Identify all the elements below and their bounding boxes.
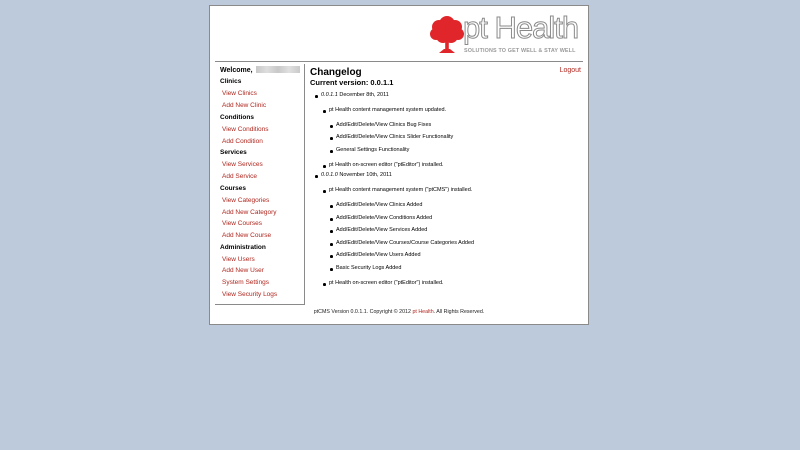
footer (210, 309, 588, 315)
logout-link[interactable]: Logout (559, 67, 581, 74)
sidebar-item-system-settings[interactable]: System Settings (222, 279, 269, 286)
tree-icon (430, 14, 464, 54)
changelog-subitem: Add/Edit/Delete/View Clinics Slider Functionality (336, 134, 454, 140)
sidebar-section-clinics: Clinics (220, 78, 242, 85)
sidebar-item-view-conditions[interactable]: View Conditions (222, 126, 269, 133)
release-heading (321, 92, 389, 98)
bullet (330, 230, 333, 233)
changelog-subitem: Add/Edit/Delete/View Courses/Course Categories Added (336, 240, 475, 246)
release-version: 0.0.1.1 (321, 92, 338, 98)
sidebar-item-add-new-clinic[interactable]: Add New Clinic (222, 102, 267, 109)
changelog-item: pt Health content management system ("ptCMS") installed. (329, 187, 473, 193)
changelog-subitem: Add/Edit/Delete/View Conditions Added (336, 215, 433, 221)
changelog-item: pt Health content management system updated. (329, 107, 447, 113)
changelog-item: pt Health on-screen editor ("ptEditor") installed. (329, 280, 444, 286)
sidebar (215, 64, 305, 305)
welcome-text (220, 66, 300, 74)
sidebar-item-add-service[interactable]: Add Service (222, 173, 258, 180)
footer-rights: . All Rights Reserved. (433, 309, 485, 315)
bullet (323, 190, 326, 193)
bullet (330, 268, 333, 271)
sidebar-item-view-services[interactable]: View Services (222, 161, 263, 168)
bullet (323, 165, 326, 168)
sidebar-item-add-new-course[interactable]: Add New Course (222, 232, 272, 239)
release-date: November 10th, 2011 (339, 172, 392, 178)
bullet (330, 218, 333, 221)
footer-copyright: ptCMS Version 0.0.1.1. Copyright © 2012 (313, 309, 411, 315)
sidebar-item-view-clinics[interactable]: View Clinics (222, 90, 257, 97)
changelog-subitem: Add/Edit/Delete/View Users Added (336, 252, 421, 258)
brand-logo[interactable] (430, 10, 580, 58)
current-version: Current version: 0.0.1.1 (310, 78, 394, 87)
release-date: December 8th, 2011 (339, 92, 389, 98)
bullet (315, 175, 318, 178)
header-divider (215, 61, 583, 62)
changelog-subitem: Basic Security Logs Added (336, 265, 402, 271)
sidebar-item-view-users[interactable]: View Users (222, 256, 255, 263)
bullet (330, 243, 333, 246)
sidebar-section-services: Services (220, 149, 247, 156)
changelog-subitem: Add/Edit/Delete/View Clinics Bug Fixes (336, 122, 432, 128)
sidebar-item-view-categories[interactable]: View Categories (222, 197, 270, 204)
bullet (330, 255, 333, 258)
sidebar-item-view-security-logs[interactable]: View Security Logs (222, 291, 278, 298)
sidebar-item-add-condition[interactable]: Add Condition (222, 138, 263, 145)
changelog-subitem: Add/Edit/Delete/View Services Added (336, 227, 428, 233)
sidebar-item-add-new-category[interactable]: Add New Category (222, 209, 277, 216)
bullet (330, 125, 333, 128)
release-heading (321, 172, 392, 178)
page-container (209, 5, 589, 325)
changelog-item: pt Health on-screen editor ("ptEditor") installed. (329, 162, 444, 168)
bullet (330, 205, 333, 208)
header (210, 6, 588, 62)
bullet (323, 283, 326, 286)
bullet (330, 137, 333, 140)
page-title: Changelog (310, 67, 362, 78)
footer-brand-link[interactable]: pt Health (412, 309, 434, 315)
username-redacted (256, 66, 300, 73)
changelog-subitem: Add/Edit/Delete/View Clinics Added (336, 202, 423, 208)
sidebar-section-courses: Courses (220, 185, 247, 192)
sidebar-section-administration: Administration (220, 244, 266, 251)
bullet (315, 95, 318, 98)
welcome-label: Welcome, (220, 67, 253, 74)
changelog-subitem: General Settings Functionality (336, 147, 410, 153)
bullet (330, 150, 333, 153)
main-content (310, 66, 582, 306)
brand-name: pt Health (463, 10, 579, 45)
sidebar-item-view-courses[interactable]: View Courses (222, 220, 262, 227)
sidebar-section-conditions: Conditions (220, 114, 254, 121)
sidebar-item-add-new-user[interactable]: Add New User (222, 267, 264, 274)
brand-tagline: SOLUTIONS TO GET WELL & STAY WELL (464, 48, 576, 54)
release-version: 0.0.1.0 (321, 172, 338, 178)
bullet (323, 110, 326, 113)
